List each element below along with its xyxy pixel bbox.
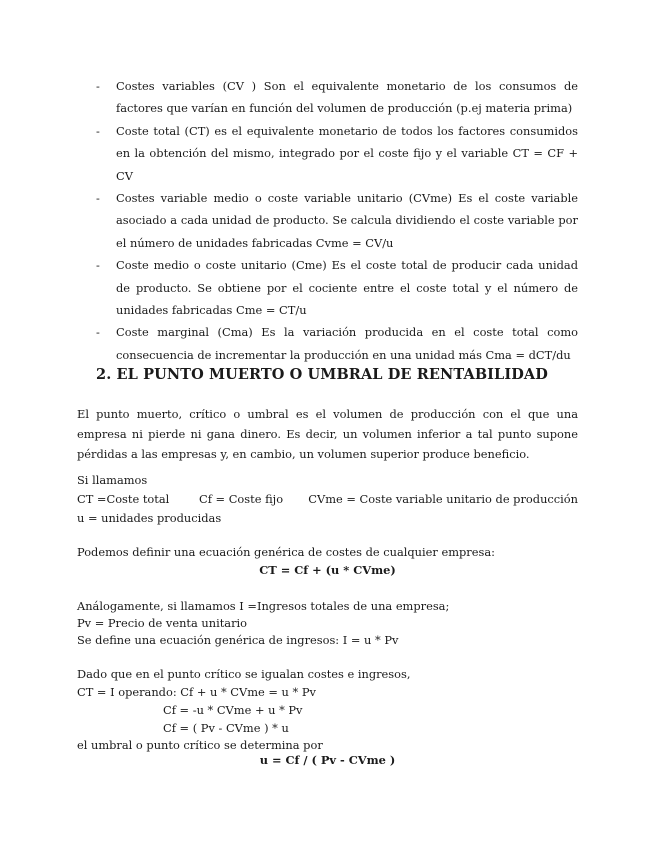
income-line-1: Análogamente, si llamamos I =Ingresos totales de una empresa; [77, 599, 450, 613]
definitions-lead: Si llamamos [77, 473, 148, 487]
list-item [96, 187, 578, 254]
bullet-dash: - [96, 191, 100, 206]
derivation-line-4: Cf = ( Pv - CVme ) * u [163, 721, 289, 735]
derivation-line-5: el umbral o punto crítico se determina por [77, 738, 323, 752]
definition-cvme: CVme = Coste variable unitario de producción [308, 492, 578, 506]
income-equation: Se define una ecuación genérica de ingresos: I = u * Pv [77, 633, 399, 647]
list-item [96, 120, 578, 187]
bullet-dash: - [96, 123, 100, 138]
income-line-2: Pv = Precio de venta unitario [77, 616, 248, 630]
definitions-row [77, 490, 578, 508]
list-item-text: Coste medio o coste unitario (Cme) Es el coste total de producir cada unidad de producto. Se obtiene por el cociente entre el coste total y el número de unidades fabricadas Cme = CT/u [116, 258, 578, 318]
bullet-dash: - [96, 258, 100, 273]
cost-equation-intro: Podemos definir una ecuación genérica de costes de cualquier empresa: [77, 545, 495, 559]
list-item [96, 321, 578, 366]
list-item-text: Coste marginal (Cma) Es la variación producida en el coste total como consecuencia de incrementar la producción en una unidad más Cma = dCT/du [116, 325, 578, 362]
derivation-line-2: CT = I operando: Cf + u * CVme = u * Pv [77, 685, 316, 699]
definition-ct: CT =Coste total [77, 492, 170, 506]
definition-u: u = unidades producidas [77, 511, 222, 525]
intro-paragraph: El punto muerto, crítico o umbral es el volumen de producción con el que una empresa ni pierde ni gana dinero. Es decir, un volumen inferior a tal punto supone pérdidas a las empresas y, en cambio, un volumen superior produce beneficio. [77, 407, 578, 461]
cost-equation-formula: CT = Cf + (u * CVme) [259, 563, 396, 577]
derivation-line-1: Dado que en el punto crítico se igualan costes e ingresos, [77, 667, 411, 681]
list-item [96, 75, 578, 120]
list-item-text: Costes variable medio o coste variable unitario (CVme) Es el coste variable asociado a cada unidad de producto. Se calcula dividiendo el coste variable por el número de unidades fabricadas Cvme = CV/u [116, 191, 578, 250]
list-item-text: Costes variables (CV ) Son el equivalente monetario de los consumos de factores que varían en función del volumen de producción (p.ej materia prima) [116, 79, 578, 116]
definition-cf: Cf = Coste fijo [199, 492, 284, 506]
list-item [96, 254, 578, 321]
derivation-line-3: Cf = -u * CVme + u * Pv [163, 703, 303, 717]
list-item-text: Coste total (CT) es el equivalente monetario de todos los factores consumidos en la obtención del mismo, integrado por el coste fijo y el variable CT = CF + CV [116, 123, 578, 183]
bullet-dash: - [96, 325, 100, 340]
section-heading: 2. EL PUNTO MUERTO O UMBRAL DE RENTABILIDAD [96, 366, 548, 383]
bullet-dash: - [96, 79, 100, 93]
cost-definitions-list [96, 75, 578, 366]
break-even-formula: u = Cf / ( Pv - CVme ) [259, 753, 396, 767]
